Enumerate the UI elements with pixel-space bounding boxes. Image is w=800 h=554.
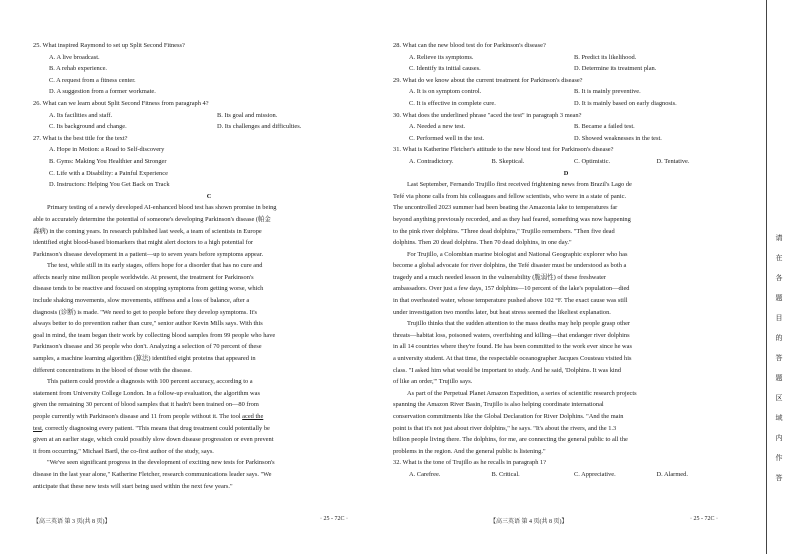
- passage-c-p2-line10: different concentrations in the blood of those with the disease.: [33, 366, 192, 374]
- passage-c-p2-line5: diagnosis (诊断) is made. "We need to get to people before they develop symptoms. It's: [33, 308, 258, 316]
- question-32: 32. What is the tone of Trujillo as he recalls in paragraph 1?: [393, 459, 547, 467]
- q26-option-b: B. Its goal and mission.: [217, 111, 278, 119]
- passage-d-p4-line2: spanning the Amazon River Basin, Trujillo is also helping coordinate international: [393, 401, 604, 409]
- passage-d-p1-line1: Last September, Fernando Trujillo first received frightening news from Brazil's Lago de: [407, 181, 632, 189]
- q32-option-d: D. Alarmed.: [656, 470, 688, 478]
- passage-c-p3-line2: statement from University College London. In a follow-up evaluation, the algorithm was: [33, 389, 260, 397]
- q31-options-row: [393, 156, 739, 168]
- q29-option-c: C. It is effective in complete cure.: [409, 99, 496, 107]
- q29-option-d: D. It is mainly based on early diagnosis.: [574, 99, 677, 107]
- passage-c-p4-line1: "We've seen significant progress in the development of exciting new tests for Parkinson's: [47, 459, 275, 467]
- passage-c-p3-line7: it from occurring," Michael Bartl, the co-first author of the study, says.: [33, 447, 214, 455]
- q27-option-a: A. Hope in Motion: a Road to Self-discovery: [49, 146, 165, 154]
- q32-option-a: A. Carefree.: [409, 470, 441, 478]
- passage-c-p4-line3: anticipate that these new tests will start being used within the next few years.": [33, 482, 233, 490]
- q26-options-row2: [33, 121, 385, 133]
- passage-d-p4-line3: conservation commitments like the Global Declaration for River Dolphins. "And the main: [393, 413, 624, 420]
- passage-d-p1-line2: Tefé via phone calls from his colleagues and fellow scientists, who were in a state of panic.: [393, 192, 627, 200]
- passage-d-p4-line5: billion people living there. The dolphins, for me, are connecting the general public to all the: [393, 436, 628, 444]
- q28-option-c: C. Identify its initial causes.: [409, 65, 481, 73]
- passage-d-p2-line6: under investigation two months later, but heat stress seemed the likeliest explanation.: [393, 308, 611, 316]
- q31-option-b: B. Skeptical.: [491, 157, 525, 165]
- question-25: 25. What inspired Raymond to set up Split Second Fitness?: [33, 42, 185, 49]
- q28-option-b: B. Predict its likelihood.: [574, 53, 637, 61]
- q32-option-b: B. Critical.: [491, 470, 520, 478]
- q30-option-a: A. Needed a new test.: [409, 123, 466, 131]
- q30-option-b: B. Became a failed test.: [574, 123, 635, 131]
- passage-c-p2-line3: disease tends to be reactive and focused on stopping symptoms from getting worse, which: [33, 285, 264, 293]
- passage-c-p3-line4: [33, 411, 385, 423]
- q26-option-a: A. Its facilities and staff.: [49, 111, 113, 119]
- q26-option-c: C. Its background and change.: [49, 123, 127, 131]
- q29-options-row2: [393, 98, 739, 110]
- underlined-phrase-aced-the: aced the: [242, 413, 264, 420]
- q31-option-a: A. Contradictory.: [409, 157, 454, 165]
- passage-d-p4-line1: As part of the Perpetual Planet Amazon Expedition, a series of scientific research projects: [407, 389, 637, 397]
- q26-options-row1: [33, 110, 385, 122]
- q30-options-row1: [393, 121, 739, 133]
- passage-d-p2-line2: become a global advocate for river dolphins, the Tefé disaster must be understood as both a: [393, 262, 627, 270]
- passage-d-p3-line1: Trujillo thinks that the sudden attention to the mass deaths may help people grasp other: [407, 320, 631, 328]
- passage-d-p3-line5: class. "I asked him what would be important to study. And he said, 'Dolphins. It was kind: [393, 366, 622, 374]
- q29-option-a: A. It is on symptom control.: [409, 88, 482, 96]
- passage-c-p2-line7: goal in mind, the team began their work by collecting blood samples from 99 people who have: [33, 331, 276, 339]
- question-29: 29. What do we know about the current treatment for Parkinson's disease?: [393, 76, 583, 84]
- q28-options-row1: [393, 52, 739, 64]
- q25-option-d: D. A suggestion from a former workmate.: [49, 88, 156, 96]
- q31-option-d: D. Tentative.: [656, 157, 690, 165]
- passage-c-p2-line6: always better to do prevention rather than cure," senior author Kevin Mills says. With this: [33, 320, 263, 328]
- right-footer-page: 【高三英语 第 4 页(共 8 页)】: [490, 519, 568, 525]
- left-footer-page: 【高三英语 第 3 页(共 8 页)】: [33, 519, 111, 525]
- passage-c-p3-line4-text: people currently with Parkinson's disease and 11 from people without it. The tool: [33, 413, 243, 420]
- q29-options-row1: [393, 86, 739, 98]
- passage-d-p4-line6: problems in the region. And the general public is listening.": [393, 447, 546, 455]
- left-column: [33, 40, 385, 492]
- passage-c-p3-line1: This pattern could provide a diagnosis with 100 percent accuracy, according to a: [47, 378, 253, 386]
- q32-options-row: [393, 469, 739, 481]
- section-c-heading: C: [206, 192, 212, 200]
- q27-option-d: D. Instructors: Helping You Get Back on Track: [49, 181, 170, 189]
- passage-c-p2-line1: The test, while still in its early stages, offers hope for a disorder that has no cure and: [47, 262, 263, 270]
- question-30: 30. What does the underlined phrase "aced the test" in paragraph 3 mean?: [393, 111, 582, 119]
- q27-option-c: C. Life with a Disability: a Painful Experience: [49, 169, 168, 177]
- q25-option-b: B. A rehab experience.: [49, 65, 108, 73]
- right-footer-code: · 25 - 72C ·: [690, 516, 718, 522]
- passage-c-p1-line3: 森病) in the coming years. In research published last week, a team of scientists in Europe: [33, 227, 262, 235]
- passage-c-p2-line4: include shaking movements, slow movements, stiffness and a loss of balance, after a: [33, 297, 250, 305]
- q27-option-b: B. Gyms: Making You Healthier and Stronger: [49, 157, 167, 165]
- q30-option-d: D. Showed weaknesses in the test.: [574, 134, 662, 142]
- passage-d-p4-line4: point is that it's not just about river dolphins," he says. "It's about the rivers, and the 1.3: [393, 424, 617, 432]
- sidebar-divider-line: [766, 0, 767, 554]
- q30-option-c: C. Performed well in the test.: [409, 134, 485, 142]
- passage-d-p3-line3: in all 14 countries where they're found. He has been committed to the work ever since he was: [393, 343, 632, 351]
- q30-options-row2: [393, 133, 739, 145]
- question-28: 28. What can the new blood test do for Parkinson's disease?: [393, 42, 546, 49]
- passage-c-p2-line9: samples, a machine learning algorithm (算法) identified eight proteins that appeared in: [33, 355, 256, 363]
- passage-d-p3-line4: a university student. At that time, the respectable oceanographer Jacques Cousteau visited his: [393, 355, 632, 363]
- passage-c-p1-line1: Primary testing of a newly developed AI-enhanced blood test has shown promise in being: [47, 204, 277, 212]
- q25-option-a: A. A live broadcast.: [49, 53, 100, 61]
- passage-d-p3-line6: of like an order,'" Trujillo says.: [393, 378, 473, 386]
- q28-option-a: A. Relieve its symptoms.: [409, 53, 474, 61]
- q28-option-d: D. Determine its treatment plan.: [574, 65, 657, 73]
- passage-d-p1-line3: The uncontrolled 2023 summer had been beating the Amazonia lake to temperatures far: [393, 204, 618, 212]
- sidebar-instruction: 请在各题目的答题区域内作答: [775, 234, 783, 482]
- section-d-heading: D: [563, 169, 569, 177]
- passage-c-p3-line6: given at an earlier stage, which could possibly slow down disease progression or even prevent: [33, 436, 274, 444]
- passage-c-p4-line2: disease in the last year alone," Katherine Fletcher, research communications leader says. "We: [33, 470, 272, 478]
- passage-c-p3-line5: [33, 423, 385, 435]
- right-column: [393, 40, 739, 481]
- question-26: 26. What can we learn about Split Second Fitness from paragraph 4?: [33, 99, 209, 107]
- passage-d-p3-line2: threats—habitat loss, poisoned waters, overfishing and killing—that endanger river dolphins: [393, 331, 630, 339]
- passage-d-p2-line3: tragedy and a much needed lesson in the vulnerability (脆弱性) of these freshwater: [393, 273, 606, 281]
- q31-option-c: C. Optimistic.: [574, 157, 611, 165]
- q26-option-d: D. Its challenges and difficulties.: [217, 123, 302, 131]
- passage-c-p1-line4: identified eight blood-based biomarkers that might alert doctors to a high potential for: [33, 239, 254, 247]
- passage-c-p3-line3: given the remaining 30 percent of blood samples that it hadn't been trained on—80 from: [33, 401, 259, 409]
- left-footer-code: · 25 - 72C ·: [320, 516, 348, 522]
- passage-c-p2-line8: Parkinson's disease and 36 people who don't. Analyzing a selection of 70 percent of these: [33, 343, 262, 351]
- passage-d-p2-line5: in that overheated water, whose temperature pushed above 102 °F. The exact cause was still: [393, 297, 628, 305]
- passage-d-p1-line6: dolphins. Then 20 dead dolphins. Then 70 dead dolphins, in one day.": [393, 239, 572, 247]
- passage-d-p2-line1: For Trujillo, a Colombian marine biologist and National Geographic explorer who has: [407, 250, 628, 258]
- passage-c-p1-line5: Parkinson's disease development in a patient—up to seven years before symptoms appear.: [33, 250, 264, 258]
- question-27: 27. What is the best title for the text?: [33, 134, 128, 142]
- answer-area-sidebar: [756, 0, 800, 554]
- q32-option-c: C. Appreciative.: [574, 470, 616, 478]
- question-31: 31. What is Katherine Fletcher's attitude to the new blood test for Parkinson's disease?: [393, 146, 614, 154]
- q25-option-c: C. A request from a fitness center.: [49, 76, 136, 84]
- passage-d-p1-line4: beyond anything previously recorded, and as they had feared, something was now happening: [393, 215, 631, 223]
- passage-c-p3-line5-text: , correctly diagnosing every patient. "This means that drug treatment could potentially be: [41, 424, 270, 432]
- passage-c-p1-line2: able to accurately determine the potential of someone's developing Parkinson's disease (帕金: [33, 215, 271, 223]
- passage-c-p2-line2: affects nearly nine million people worldwide. At present, the treatment for Parkinson's: [33, 273, 254, 281]
- passage-d-p2-line4: ambassadors. Over just a few days, 157 dolphins—10 percent of the lake's population—died: [393, 285, 630, 293]
- q29-option-b: B. It is mainly preventive.: [574, 88, 641, 96]
- q28-options-row2: [393, 63, 739, 75]
- underlined-phrase-test: test: [33, 424, 42, 432]
- passage-d-p1-line5: to the pink river dolphins. "Three dead dolphins," Trujillo remembers. "Then five dead: [393, 227, 615, 235]
